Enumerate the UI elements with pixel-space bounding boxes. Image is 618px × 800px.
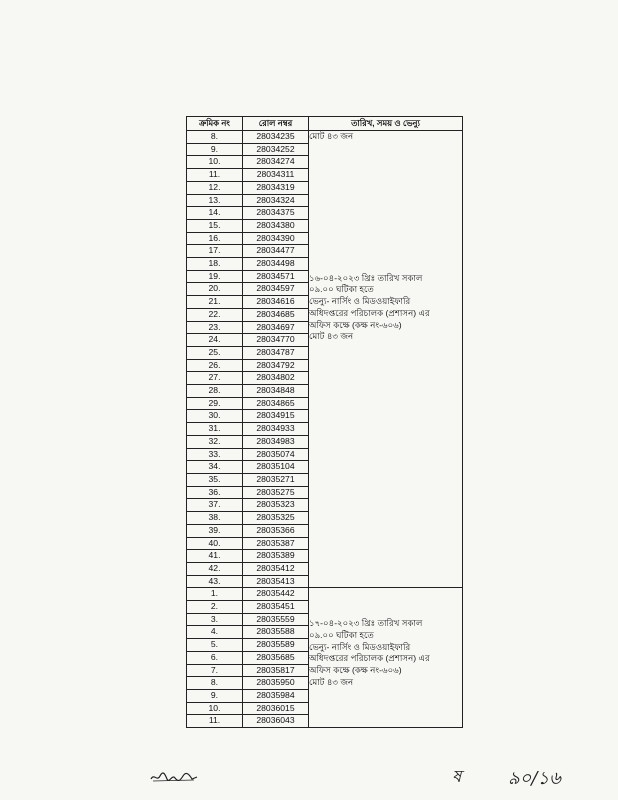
roll-cell: 28035817 bbox=[243, 664, 309, 677]
serial-cell: 27. bbox=[187, 372, 243, 385]
serial-cell: 43. bbox=[187, 575, 243, 588]
serial-cell: 20. bbox=[187, 283, 243, 296]
serial-cell: 9. bbox=[187, 143, 243, 156]
roll-cell: 28034571 bbox=[243, 270, 309, 283]
serial-cell: 10. bbox=[187, 156, 243, 169]
table-row bbox=[187, 588, 463, 601]
roll-cell: 28034802 bbox=[243, 372, 309, 385]
roll-cell: 28034477 bbox=[243, 245, 309, 258]
roll-cell: 28035984 bbox=[243, 689, 309, 702]
roll-cell: 28034685 bbox=[243, 308, 309, 321]
serial-cell: 42. bbox=[187, 562, 243, 575]
roll-cell: 28034311 bbox=[243, 169, 309, 182]
signature-scribble-icon bbox=[150, 771, 198, 783]
info-venue2: অধিদপ্তরের পরিচালক (প্রশাসন) এর bbox=[309, 307, 430, 318]
roll-cell: 28035366 bbox=[243, 524, 309, 537]
serial-cell: 22. bbox=[187, 308, 243, 321]
serial-cell: 29. bbox=[187, 397, 243, 410]
serial-cell: 31. bbox=[187, 423, 243, 436]
roll-cell: 28035685 bbox=[243, 651, 309, 664]
table-body bbox=[187, 131, 463, 728]
serial-cell: 16. bbox=[187, 232, 243, 245]
serial-cell: 19. bbox=[187, 270, 243, 283]
roll-cell: 28035412 bbox=[243, 562, 309, 575]
roll-cell: 28034274 bbox=[243, 156, 309, 169]
serial-cell: 8. bbox=[187, 677, 243, 690]
roll-cell: 28034380 bbox=[243, 219, 309, 232]
roll-table bbox=[186, 116, 463, 728]
info-venue1: ভেন্যু- নার্সিং ও মিডওয়াইফারি bbox=[309, 641, 411, 652]
serial-cell: 6. bbox=[187, 651, 243, 664]
serial-cell: 35. bbox=[187, 473, 243, 486]
spacer bbox=[309, 588, 462, 618]
info-total: মোট ৪৩ জন bbox=[309, 676, 354, 687]
info-cell-group1 bbox=[309, 131, 463, 588]
serial-cell: 32. bbox=[187, 435, 243, 448]
serial-cell: 8. bbox=[187, 131, 243, 144]
serial-cell: 7. bbox=[187, 664, 243, 677]
header-roll: রোল নম্বর bbox=[243, 117, 309, 131]
roll-cell: 28035559 bbox=[243, 613, 309, 626]
roll-cell: 28034915 bbox=[243, 410, 309, 423]
serial-cell: 13. bbox=[187, 194, 243, 207]
roll-cell: 28035387 bbox=[243, 537, 309, 550]
info-venue2: অধিদপ্তরের পরিচালক (প্রশাসন) এর bbox=[309, 653, 430, 664]
roll-cell: 28035413 bbox=[243, 575, 309, 588]
roll-cell: 28035325 bbox=[243, 512, 309, 525]
serial-cell: 30. bbox=[187, 410, 243, 423]
serial-cell: 3. bbox=[187, 613, 243, 626]
info-date: ১৬-০৪-২০২৩ খ্রিঃ তারিখ সকাল bbox=[309, 272, 423, 283]
roll-cell: 28034319 bbox=[243, 181, 309, 194]
roll-cell: 28034252 bbox=[243, 143, 309, 156]
roll-cell: 28034848 bbox=[243, 385, 309, 398]
roll-cell: 28034697 bbox=[243, 321, 309, 334]
info-venue3: অফিস কক্ষে (কক্ষ নং-৬০৬) bbox=[309, 319, 402, 330]
serial-cell: 36. bbox=[187, 486, 243, 499]
roll-cell: 28036015 bbox=[243, 702, 309, 715]
serial-cell: 14. bbox=[187, 207, 243, 220]
serial-cell: 25. bbox=[187, 346, 243, 359]
roll-cell: 28035323 bbox=[243, 499, 309, 512]
spacer bbox=[309, 143, 462, 273]
serial-cell: 2. bbox=[187, 601, 243, 614]
roll-cell: 28035271 bbox=[243, 473, 309, 486]
info-time: ০৯.০০ ঘটিকা হতে bbox=[309, 630, 374, 641]
roll-cell: 28035451 bbox=[243, 601, 309, 614]
roll-cell: 28035442 bbox=[243, 588, 309, 601]
roll-cell: 28034770 bbox=[243, 334, 309, 347]
roll-cell: 28034390 bbox=[243, 232, 309, 245]
serial-cell: 5. bbox=[187, 639, 243, 652]
roll-cell: 28035074 bbox=[243, 448, 309, 461]
roll-cell: 28034787 bbox=[243, 346, 309, 359]
roll-cell: 28034235 bbox=[243, 131, 309, 144]
serial-cell: 41. bbox=[187, 550, 243, 563]
initial-mark: ষ bbox=[452, 767, 462, 787]
serial-cell: 26. bbox=[187, 359, 243, 372]
roll-cell: 28034498 bbox=[243, 258, 309, 271]
serial-cell: 10. bbox=[187, 702, 243, 715]
serial-cell: 9. bbox=[187, 689, 243, 702]
serial-cell: 23. bbox=[187, 321, 243, 334]
serial-cell: 11. bbox=[187, 169, 243, 182]
serial-cell: 18. bbox=[187, 258, 243, 271]
roll-cell: 28035104 bbox=[243, 461, 309, 474]
roll-cell: 28034792 bbox=[243, 359, 309, 372]
header-serial: ক্রমিক নং bbox=[187, 117, 243, 131]
roll-cell: 28035950 bbox=[243, 677, 309, 690]
table-row bbox=[187, 131, 463, 144]
roll-cell: 28034375 bbox=[243, 207, 309, 220]
serial-cell: 34. bbox=[187, 461, 243, 474]
serial-cell: 17. bbox=[187, 245, 243, 258]
header-info: তারিখ, সময় ও ভেন্যু bbox=[309, 117, 463, 131]
roll-cell: 28034933 bbox=[243, 423, 309, 436]
table-header-row bbox=[187, 117, 463, 131]
serial-cell: 37. bbox=[187, 499, 243, 512]
signature bbox=[150, 771, 198, 787]
serial-cell: 1. bbox=[187, 588, 243, 601]
info-date: ১৭-০৪-২০২৩ খ্রিঃ তারিখ সকাল bbox=[309, 618, 423, 629]
serial-cell: 28. bbox=[187, 385, 243, 398]
serial-cell: 40. bbox=[187, 537, 243, 550]
roll-cell: 28036043 bbox=[243, 715, 309, 728]
roll-cell: 28034983 bbox=[243, 435, 309, 448]
info-venue3: অফিস কক্ষে (কক্ষ নং-৬০৬) bbox=[309, 665, 402, 676]
roll-cell: 28034865 bbox=[243, 397, 309, 410]
serial-cell: 15. bbox=[187, 219, 243, 232]
info-time: ০৯.০০ ঘটিকা হতে bbox=[309, 284, 374, 295]
serial-cell: 21. bbox=[187, 296, 243, 309]
serial-cell: 12. bbox=[187, 181, 243, 194]
roll-cell: 28035389 bbox=[243, 550, 309, 563]
info-venue1: ভেন্যু- নার্সিং ও মিডওয়াইফারি bbox=[309, 296, 411, 307]
roll-cell: 28034324 bbox=[243, 194, 309, 207]
serial-cell: 11. bbox=[187, 715, 243, 728]
serial-cell: 39. bbox=[187, 524, 243, 537]
roll-cell: 28035589 bbox=[243, 639, 309, 652]
roll-cell: 28035588 bbox=[243, 626, 309, 639]
serial-cell: 33. bbox=[187, 448, 243, 461]
serial-cell: 38. bbox=[187, 512, 243, 525]
roll-cell: 28035275 bbox=[243, 486, 309, 499]
info-cell-group2 bbox=[309, 588, 463, 728]
page-number: ৯০/১৬ bbox=[508, 768, 561, 789]
serial-cell: 4. bbox=[187, 626, 243, 639]
roll-cell: 28034616 bbox=[243, 296, 309, 309]
info-total: মোট ৪৩ জন bbox=[309, 331, 354, 342]
roll-cell: 28034597 bbox=[243, 283, 309, 296]
total-count-top: মোট ৪৩ জন bbox=[309, 131, 354, 141]
serial-cell: 24. bbox=[187, 334, 243, 347]
